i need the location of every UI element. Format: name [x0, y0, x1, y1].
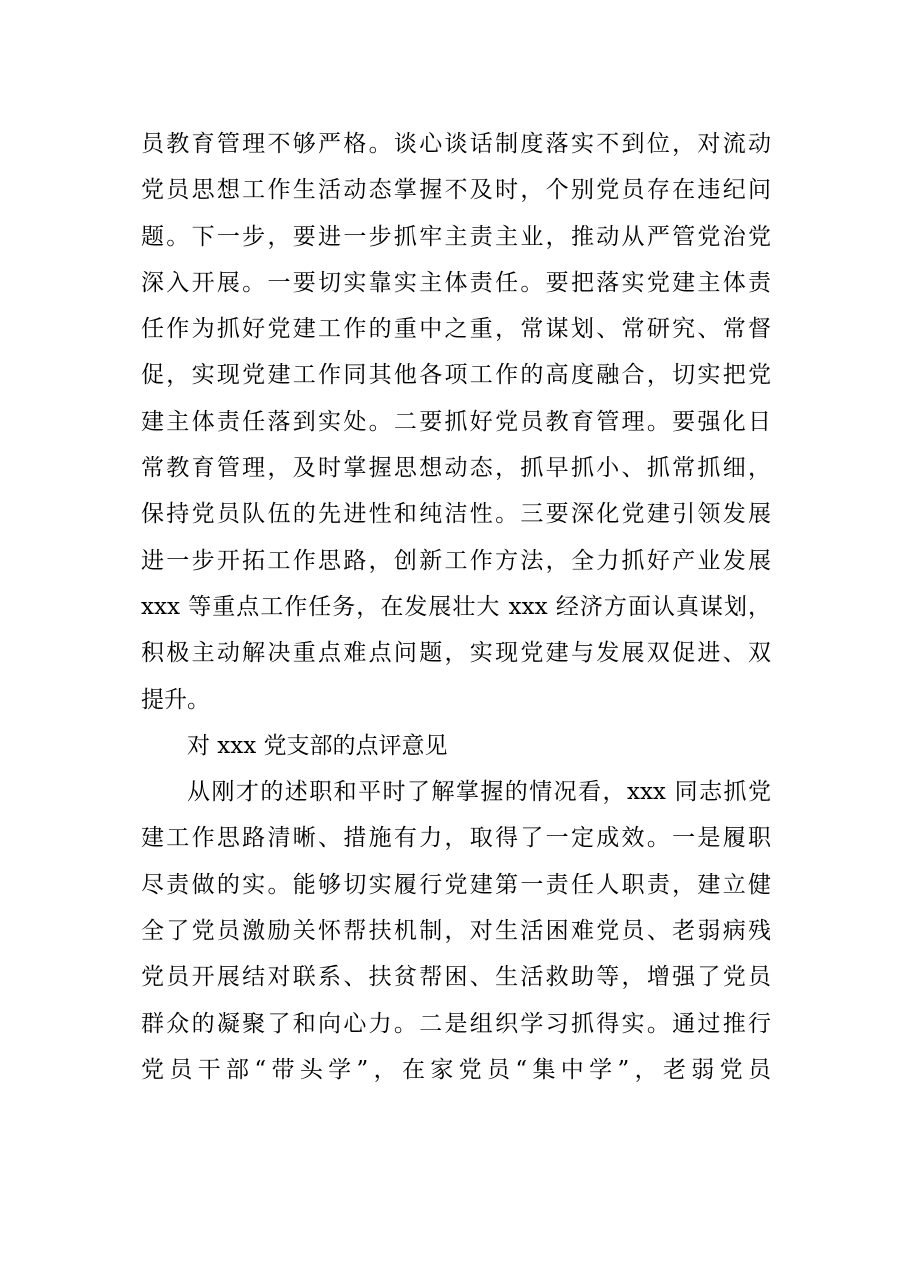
text-line: 党员开展结对联系、扶贫帮困、生活救助等，增强了党员	[141, 964, 771, 991]
paragraph-2	[141, 769, 771, 1093]
text-line: 积极主动解决重点难点问题，实现党建与发展双促进、双	[141, 640, 771, 667]
text-line: 群众的凝聚了和向心力。二是组织学习抓得实。通过推行	[141, 1010, 771, 1037]
paragraph-1	[141, 121, 771, 723]
text-line: 建主体责任落到实处。二要抓好党员教育管理。要强化日	[141, 408, 771, 435]
text-line: 提升。	[141, 686, 210, 713]
text-line: xxx 等重点工作任务，在发展壮大 xxx 经济方面认真谋划，	[141, 593, 771, 620]
text-line: 任作为抓好党建工作的重中之重，常谋划、常研究、常督	[141, 316, 771, 343]
text-line: 尽责做的实。能够切实履行党建第一责任人职责，建立健	[141, 871, 771, 898]
text-line: 建工作思路清晰、措施有力，取得了一定成效。一是履职	[141, 825, 771, 852]
text-line: 从刚才的述职和平时了解掌握的情况看，xxx 同志抓党	[187, 779, 771, 806]
text-line: 常教育管理，及时掌握思想动态，抓早抓小、抓常抓细，	[141, 455, 771, 482]
text-line: 全了党员激励关怀帮扶机制，对生活困难党员、老弱病残	[141, 918, 771, 945]
text-line: 深入开展。一要切实靠实主体责任。要把落实党建主体责	[141, 269, 771, 296]
text-line: 党员思想工作生活动态掌握不及时，个别党员存在违纪问	[141, 177, 771, 204]
document-body	[141, 121, 771, 1093]
text-line: 促，实现党建工作同其他各项工作的高度融合，切实把党	[141, 362, 771, 389]
section-heading: 对 xxx 党支部的点评意见	[187, 732, 448, 759]
text-line: 进一步开拓工作思路，创新工作方法，全力抓好产业发展	[141, 547, 771, 574]
text-line: 党员干部“带头学”，在家党员“集中学”，老弱党员	[141, 1056, 771, 1083]
text-line: 题。下一步，要进一步抓牢主责主业，推动从严管党治党	[141, 223, 771, 250]
text-line: 保持党员队伍的先进性和纯洁性。三要深化党建引领发展	[141, 501, 771, 528]
text-line: 员教育管理不够严格。谈心谈话制度落实不到位，对流动	[141, 131, 771, 157]
